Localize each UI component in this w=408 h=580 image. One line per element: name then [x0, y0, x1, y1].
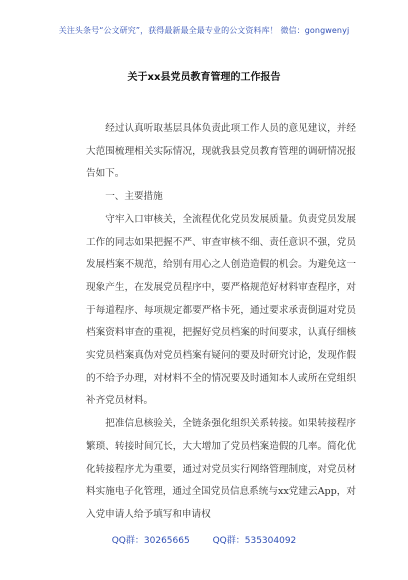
page-footer	[0, 533, 408, 546]
document-body	[86, 118, 356, 527]
body-paragraph-1: 守牢入口审核关，全流程优化党员发展质量。负责党员发展工作的同志如果把握不严、审查审核不细、责任意识不强，党员发展档案不规范，给别有用心之人创造造假的机会。为避免这一现象产生，在发展党员程序中，要严格规范好材料审查程序，对于每道程序、每项规定都要严格卡死，通过要求承责倒逼对党员档案资料审查的重视，把握好党员档案的时间要求，认真仔细核实党员档案真伪对党员档案有疑问的要及时研究讨论，发现作假的不给予办理，对材料不全的情况要及时通知本人或所在党组织补齐党员材料。	[86, 213, 356, 407]
page-header-banner: 关注头条号“公文研究”，获得最新最全最专业的公文资料库！ 微信：gongwenyj	[58, 26, 350, 35]
body-paragraph-2: 把准信息核验关，全链条强化组织关系转接。如果转接程序繁琐、转接时间冗长，大大增加了党员档案造假的几率。简化优化转接程序尤为重要，通过对党员实行网络管理制度，对党员材料实施电子化管理，通过全国党员信息系统与xx党建云App，对入党申请人给予填写和申请权	[86, 418, 356, 520]
section-heading: 一、主要措施	[105, 191, 163, 203]
intro-paragraph: 经过认真听取基层具体负责此项工作人员的意见建议，并经大范围梳理相关实际情况，现就我县党员教育管理的调研情况报告如下。	[86, 123, 356, 180]
footer-qq-group-1: QQ群：30265665	[111, 536, 190, 546]
footer-qq-group-2: QQ群：535304092	[212, 536, 297, 546]
document-title: 关于xx县党员教育管理的工作报告	[127, 72, 281, 83]
